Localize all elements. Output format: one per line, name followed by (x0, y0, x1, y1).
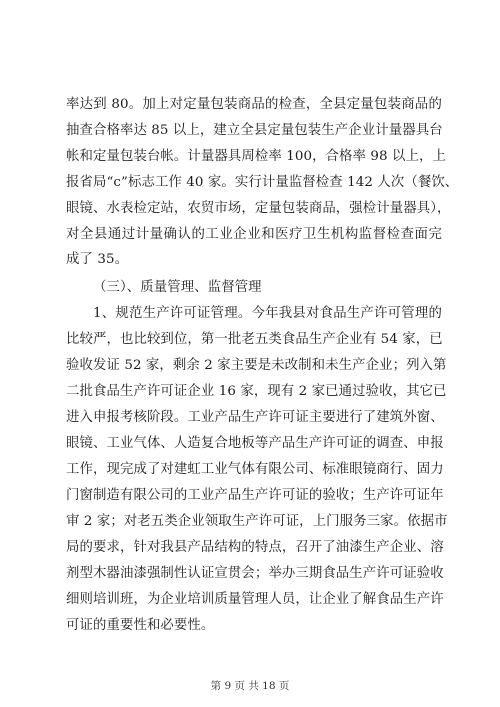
text-line-1: 率达到 80。加上对定量包装商品的检查，全县定量包装商品的 (66, 97, 442, 112)
text-line-14: 眼镜、工业气体、人造复合地板等产品生产许可证的调查、申报 (66, 436, 444, 451)
text-line-17: 审 2 家；对老五类企业领取生产许可证，上门服务三家。依据市 (66, 514, 448, 529)
text-line-15: 工作，现完成了对建虹工业气体有限公司、标准眼镜商行、固力 (66, 462, 444, 477)
text-line-6: 对全县通过计量确认的工业企业和医疗卫生机构监督检查面完 (66, 227, 442, 242)
text-line-3: 帐和定量包装台帐。计量器具周检率 100，合格率 98 以上，上 (66, 149, 446, 164)
text-line-16: 门窗制造有限公司的工业产品生产许可证的验收；生产许可证年 (66, 488, 444, 503)
text-line-13: 进入申报考核阶段。工业产品生产许可证主要进行了建筑外窗、 (66, 410, 444, 425)
text-line-12: 二批食品生产许可证企业 16 家，现有 2 家已通过验收，其它已 (66, 384, 447, 399)
text-line-21: 可证的重要性和必要性。 (66, 618, 215, 633)
text-line-7: 成了 35。 (66, 252, 129, 267)
text-line-5: 眼镜、水表检定站，农贸市场，定量包装商品，强检计量器具）， (66, 201, 451, 216)
text-line-20: 细则培训班，为企业培训质量管理人员，让企业了解食品生产许 (66, 592, 444, 607)
text-line-4: 报省局“c”标志工作 40 家。实行计量监督检查 142 人次（餐饮、 (66, 175, 459, 190)
section-heading: （三）、质量管理、监督管理 (93, 280, 262, 295)
page-number-footer: 第 9 页 共 18 页 (210, 680, 290, 692)
paragraph-first-line: 1、规范生产许可证管理。今年我县对食品生产许可管理的 (93, 306, 442, 321)
text-line-11: 验收发证 52 家，剩余 2 家主要是未改制和未生产企业；列入第 (66, 358, 447, 373)
text-line-2: 抽查合格率达 85 以上，建立全县定量包装生产企业计量器具台 (66, 123, 443, 138)
text-line-19: 剂型木器油漆强制性认证宣贯会；举办三期食品生产许可证验收 (66, 566, 444, 581)
text-line-10: 比较严，也比较到位，第一批老五类食品生产企业有 54 家，已 (66, 332, 443, 347)
text-line-18: 局的要求，针对我县产品结构的特点，召开了油漆生产企业、溶 (66, 540, 444, 555)
